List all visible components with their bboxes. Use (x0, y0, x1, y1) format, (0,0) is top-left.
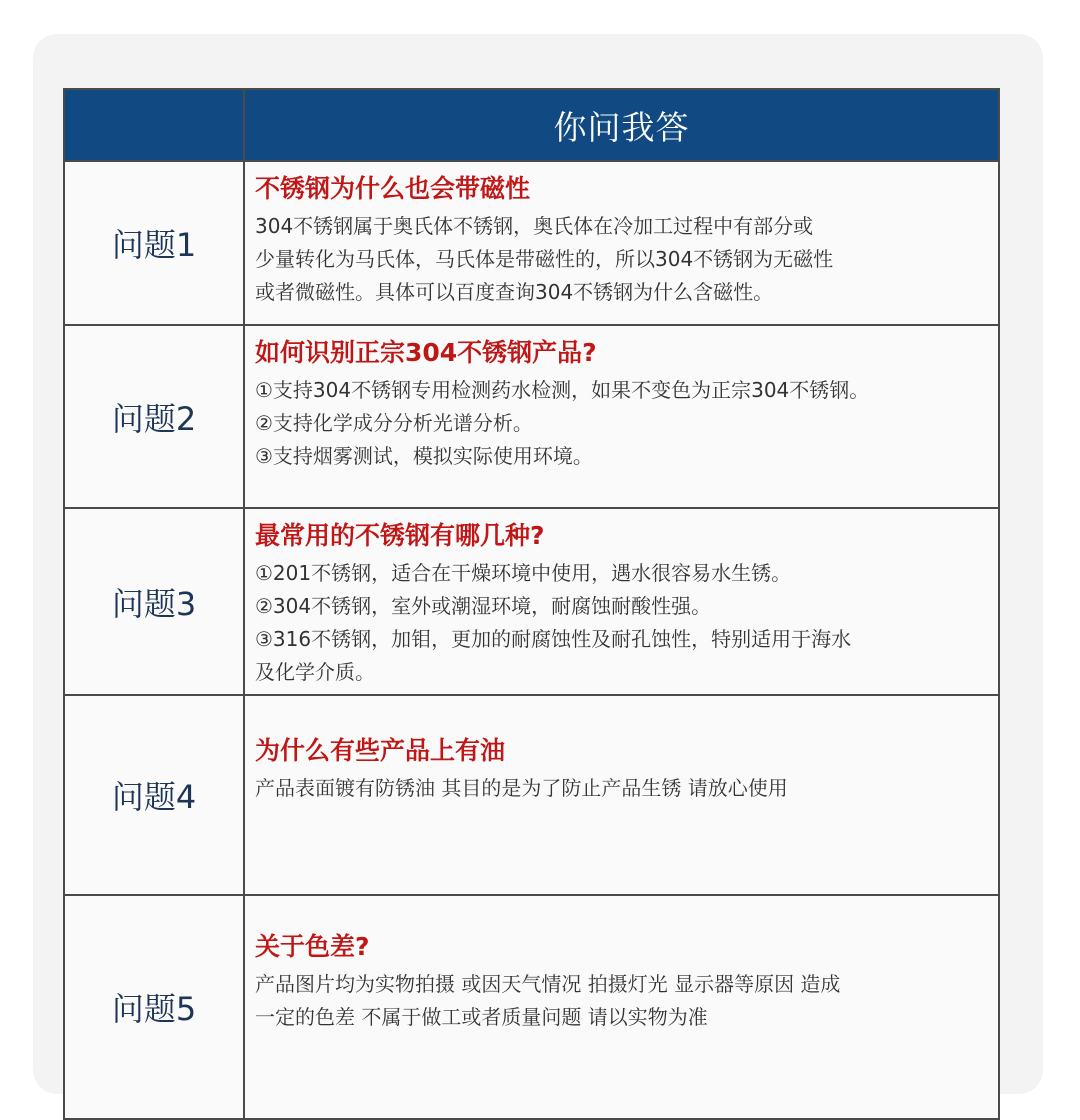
answer-line: ②304不锈钢，室外或潮湿环境，耐腐蚀耐酸性强。 (255, 594, 712, 618)
answer-line: ①201不锈钢，适合在干燥环境中使用，遇水很容易水生锈。 (255, 561, 792, 585)
faq-row-1 (64, 161, 999, 325)
faq-header-title: 你问我答 (244, 89, 999, 161)
answer-line: ③316不锈钢，加钼，更加的耐腐蚀性及耐孔蚀性，特别适用于海水 (255, 627, 852, 651)
question-label-4: 问题4 (64, 695, 244, 895)
question-content-2 (244, 325, 999, 508)
question-title-5: 关于色差? (255, 932, 370, 961)
header-blank-cell (64, 89, 244, 161)
question-content-4 (244, 695, 999, 895)
faq-row-4 (64, 695, 999, 895)
question-label-1: 问题1 (64, 161, 244, 325)
faq-row-3 (64, 508, 999, 695)
answer-line: 产品表面镀有防锈油 其目的是为了防止产品生锈 请放心使用 (255, 776, 788, 800)
faq-row-2 (64, 325, 999, 508)
faq-table (63, 88, 1000, 1120)
question-content-1 (244, 161, 999, 325)
faq-row-5 (64, 895, 999, 1119)
faq-header-row (64, 89, 999, 161)
answer-line: 一定的色差 不属于做工或者质量问题 请以实物为准 (255, 1005, 708, 1029)
question-label-3: 问题3 (64, 508, 244, 695)
answer-line: 或者微磁性。具体可以百度查询304不锈钢为什么含磁性。 (255, 280, 774, 304)
question-label-2: 问题2 (64, 325, 244, 508)
question-title-4: 为什么有些产品上有油 (255, 736, 506, 765)
answer-line: 少量转化为马氏体，马氏体是带磁性的，所以304不锈钢为无磁性 (255, 247, 834, 271)
question-title-3: 最常用的不锈钢有哪几种? (255, 521, 545, 550)
answer-line: 304不锈钢属于奥氏体不锈钢，奥氏体在冷加工过程中有部分或 (255, 214, 814, 238)
question-title-1: 不锈钢为什么也会带磁性 (255, 174, 531, 203)
answer-line: ②支持化学成分分析光谱分析。 (255, 411, 533, 435)
answer-line: 产品图片均为实物拍摄 或因天气情况 拍摄灯光 显示器等原因 造成 (255, 972, 841, 996)
answer-line: ③支持烟雾测试，模拟实际使用环境。 (255, 444, 593, 468)
question-label-5: 问题5 (64, 895, 244, 1119)
answer-line: 及化学介质。 (255, 660, 375, 684)
answer-line: ①支持304不锈钢专用检测药水检测，如果不变色为正宗304不锈钢。 (255, 378, 870, 402)
question-content-3 (244, 508, 999, 695)
question-title-2: 如何识别正宗304不锈钢产品? (255, 338, 597, 367)
question-content-5 (244, 895, 999, 1119)
